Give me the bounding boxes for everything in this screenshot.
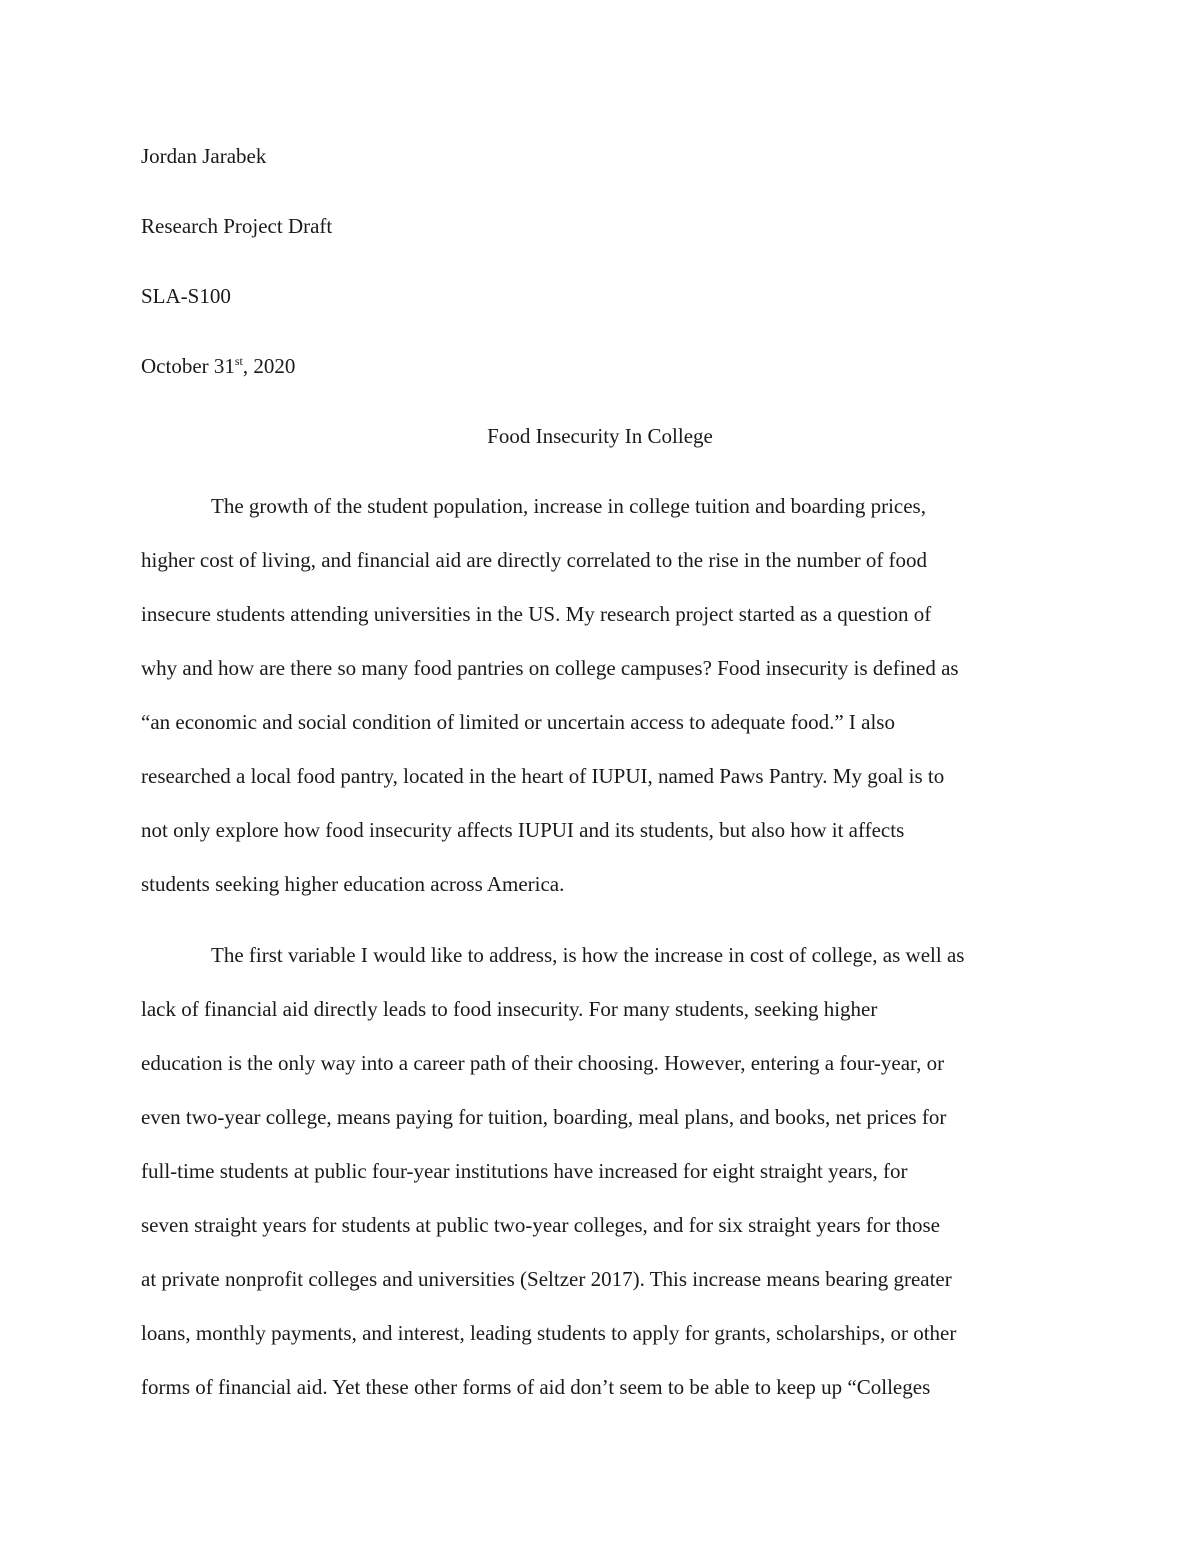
date-prefix: October 31	[141, 354, 235, 378]
paragraph-line: “an economic and social condition of limited or uncertain access to adequate food.” I also	[141, 710, 895, 734]
paragraph-line: not only explore how food insecurity affects IUPUI and its students, but also how it affects	[141, 818, 905, 842]
author-name: Jordan Jarabek	[141, 144, 267, 168]
paragraph-line: lack of financial aid directly leads to food insecurity. For many students, seeking higher	[141, 997, 878, 1021]
paragraph-line: higher cost of living, and financial aid are directly correlated to the rise in the number of food	[141, 548, 928, 572]
paragraph-line: insecure students attending universities in the US. My research project started as a question of	[141, 602, 932, 626]
paragraph-line: seven straight years for students at public two-year colleges, and for six straight years for those	[141, 1213, 940, 1237]
document-title: Food Insecurity In College	[487, 424, 713, 448]
assignment-name: Research Project Draft	[141, 214, 333, 238]
paragraph-line: students seeking higher education across America.	[141, 872, 565, 896]
date-ordinal-suffix: st	[234, 354, 243, 368]
document-date	[141, 354, 295, 378]
paragraph-line: loans, monthly payments, and interest, leading students to apply for grants, scholarships, or other	[141, 1321, 957, 1345]
paragraph-line: The first variable I would like to address, is how the increase in cost of college, as well as	[211, 943, 965, 967]
paragraph-line: education is the only way into a career path of their choosing. However, entering a four-year, or	[141, 1051, 945, 1075]
paragraph-line: forms of financial aid. Yet these other forms of aid don’t seem to be able to keep up “Colleges	[141, 1375, 931, 1399]
date-rest: , 2020	[242, 354, 296, 378]
paragraph-line: full-time students at public four-year institutions have increased for eight straight years, for	[141, 1159, 908, 1183]
paragraph-line: why and how are there so many food pantries on college campuses? Food insecurity is defined as	[141, 656, 959, 680]
paragraph-line: at private nonprofit colleges and universities (Seltzer 2017). This increase means bearing greater	[141, 1267, 952, 1291]
paragraph-line: researched a local food pantry, located in the heart of IUPUI, named Paws Pantry. My goal is to	[141, 764, 945, 788]
paragraph-line: The growth of the student population, increase in college tuition and boarding prices,	[211, 494, 926, 518]
paragraph-line: even two-year college, means paying for tuition, boarding, meal plans, and books, net prices for	[141, 1105, 947, 1129]
course-code: SLA-S100	[141, 284, 231, 308]
